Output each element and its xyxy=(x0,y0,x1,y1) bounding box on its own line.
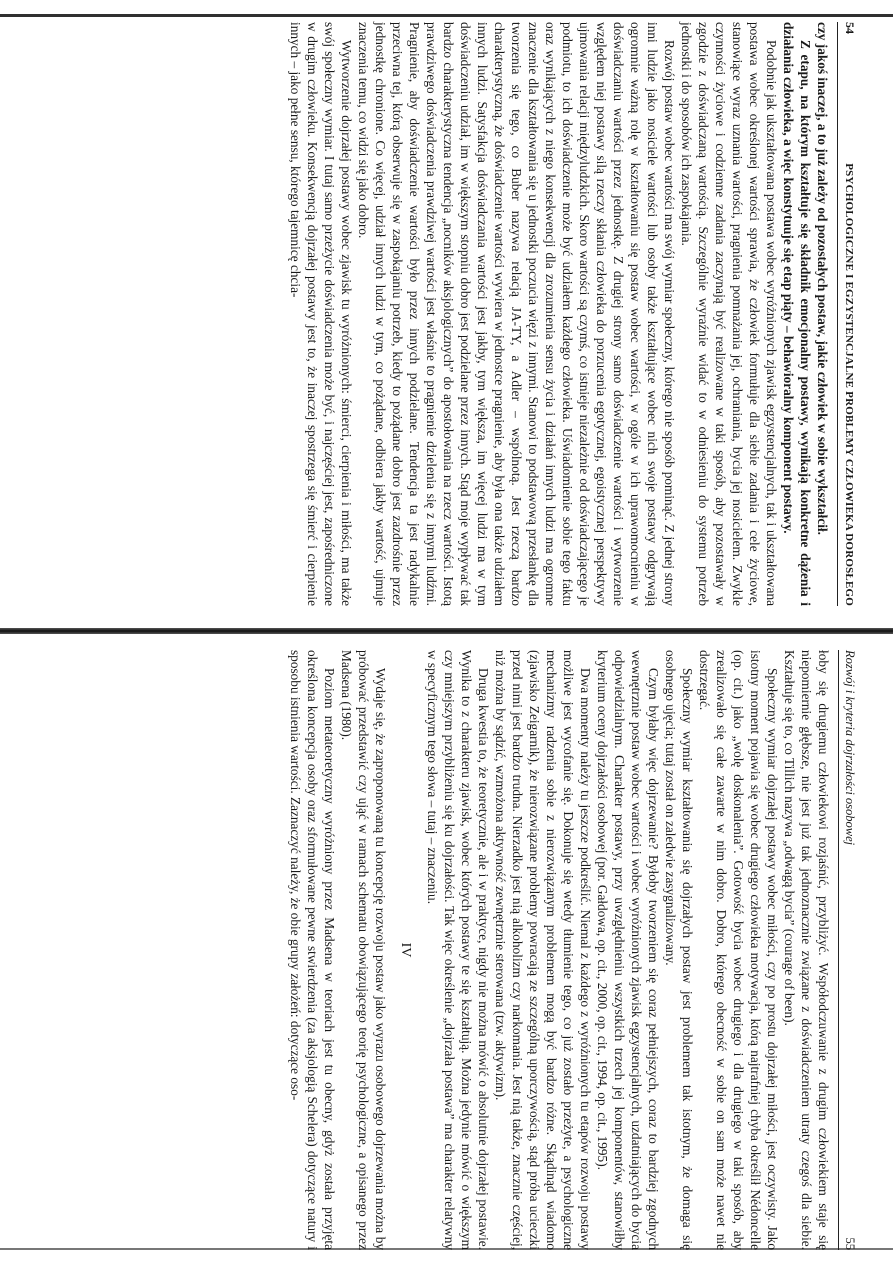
scan-edge-shadow-top xyxy=(0,14,893,17)
running-head-54 xyxy=(837,22,858,606)
paragraph: Druga kwestia to, że teoretycznie, ale i w praktyce, nigdy nie można mówić o absolutnie dojrzałej postawie. Wynika to z charakteru zjawisk, wobec których postawy te się kształtują. Można jedynie mówić o większym czy mniejszym przybliżeniu się ku dojrzałości. Tak więc określenie „dojrzała postawa” ma charakter relatywny w specyficznym tego słowa – tutaj – znaczeniu. xyxy=(425,650,491,1250)
page-number: 54 xyxy=(843,22,857,34)
paragraph: Czym byłaby więc dojrzewanie? Byłoby tworzeniem się coraz pełniejszych, coraz to bardziej zgodnych wewnętrznie postaw wobec wartości i wobec wyróżnionych zjawisk egzystencjalnych, uzdatniających do bycia odpowiedzialnym. Charakter postawy, przy uwzględnieniu wszystkich trzech jej komponentów, stanowiłby kryterium oceny dojrzałości osobowej (por. Gałdowa, op. cit., 2000, op. cit., 1994, op. cit., 1995). xyxy=(595,650,661,1250)
running-head-55 xyxy=(838,650,858,1250)
page-54 xyxy=(98,22,858,606)
page-55-body xyxy=(287,650,832,1250)
paragraph: Społeczny wymiar dojrzałej postawy wobec miłości, czy po prostu dojrzałej miłości, jest oczywisty. Jako istotny moment pojawia się wobec drugiego człowieka motywacja, którą najtrafniej chyba określił Nédoncelle (op. cit.) jako „wolę doskonalenia”. Gotowość bycia wobec drugiego i dla drugiego w taki sposób, aby zrealizowało się całe zawarte w nim dobro. Dobro, którego obecność w sobie on sam może nawet nie dostrzegać. xyxy=(697,650,780,1250)
paragraph: Rozwój postaw wobec wartości ma swój wymiar społeczny, którego nie sposób pominąć. Z jednej strony inni ludzie jako nosiciele wartości lub osoby także kształtujące wobec nich swoje postawy odgrywają ogromnie ważną rolę w kształtowaniu się postaw wobec wartości, w ogóle w ich uprawomocnieniu w doświadczaniu wartości przez jednostkę. Z drugiej strony samo doświadczenie wartości i wytworzenie względem niej postawy silą rzeczy skłania człowieka do porzucenia egotycznej, egoistycznej perspektywy ujmowania relacji międzyludzkich. Skoro wartości są czymś, co istnieje niezależnie od doświadczającego je podmiotu, to ich doświadczenie może być udziałem każdego człowieka. Uświadomienie sobie tego faktu oraz wynikających z niego konsekwencji dla zrozumienia sensu życia i działań innych ludzi ma ogromne znaczenie dla kształtowania się u jednostki poczucia więzi z innymi. Stanowi to podstawową przesłankę dla tworzenia się tego, co Buber nazywa relacją JA-TY, a Adler – wspólnotą. Jest rzeczą bardzo charakterystyczną, że doświadczenie wartości wywiera w jednostce pragnienie, aby była ona także udziałem innych ludzi. Satysfakcja doświadczania wartości jest jakby, tym większa, im więcej ludzi ma w tym doświadczeniu udział, im w większym stopniu dobro jest podzielane przez innych. Stąd moje wypływać tak bardzo charakterystyczna tendencja „nocników aksjologicznych” do apostołowania na rzecz wartości. Istotą prawdziwego doświadczenia prawdziwej wartości jest właśnie to pragnienie dzielenia się z innymi ludźmi. Pragnienie, aby doświadczenie wartości było przez innych podzielane. Tendencja ta jest radykalnie przeciwna tej, którą obserwuje się w zaspokajaniu potrzeb, kiedy to pożądane dobro jest zazdrośnie przez jednostkę chronione. Co więcej, udział innych ludzi w tym, co pożądane, odbiera jakby wartość, ujmuje znaczenia temu, co widzi się jako dobro. xyxy=(356,22,677,606)
paragraph: Poziom metateoretyczny wyróżniony przez Madsena w teoriach jest tu obecny, gdyż została przyjęta określona koncepcja osoby oraz sformułowane pewne stwierdzenia (za aksjologią Schelera) dotyczące natury i sposobu istnienia wartości. Zaznaczyć należy, że obie grupy założeń: dotyczące oso- xyxy=(288,650,337,1250)
paragraph: Z etapu, na którym kształtuje się składnik emocjonalny postawy, wynikają konkretne dążenia i działania człowieka, a więc konstytuuje się etap piąty – behawioralny komponent postawy. xyxy=(781,22,813,606)
paragraph: Wytworzenie dojrzałej postawy wobec zjawisk tu wyróżnionych: śmierci, cierpienia i miłości, ma także swój społeczny wymiar. I tutaj samo przeżycie doświadczenia może być, i najczęściej jest, zapośredniczone w drugim człowieku. Konsekwencją dojrzałej postawy jest to, że inaczej spostrzega się śmierć i cierpienie innych – jako pełne sensu, którego tajemnicę chcia- xyxy=(288,22,354,606)
running-head-title: PSYCHOLOGICZNE I EGZYSTENCJALNE PROBLEMY CZŁOWIEKA DOROSŁEGO xyxy=(843,163,855,606)
paragraph: łoby się drugiemu człowiekowi rozjaśnić, przybliżyć. Współodczuwanie z drugim człowiekiem staje się niepomiernie głębsze, nie jest już tak jednoznacznie związane z doświadczeniem utraty czegoś dla siebie. Kształtuje się to, co Tillich nazywa „odwagą bycia” (courage of been). xyxy=(782,650,831,1250)
paragraph: Wydaje się, że zaproponowaną tu koncepcję rozwoju postaw jako wyrazu osobowego dojrzewania można by próbować przedstawić czy ująć w ramach schematu obowiązującego teorię psychologiczne, a opisanego przez Madsena (1980). xyxy=(339,650,388,1250)
section-numeral: IV xyxy=(398,942,413,958)
paragraph: czy jakoś inaczej, a to już zależy od pozostałych postaw, jakie człowiek w sobie wykształcił. xyxy=(815,22,830,535)
scan-gutter-shadow xyxy=(0,628,893,634)
paragraph: Dwa momenty należy tu jeszcze podkreślić. Niemal z każdego z wyróżnionych tu etapów rozwoju postawy możliwe jest wycofanie się. Dokonuje się wtedy tłumienie tego, co już zostało przeżyte, a psychologiczne mechanizmy radzenia sobie z nierozwiązanym problemem mogą być bardzo różne. Skądinąd wiadomo (zjawisko Zeigarnik), że nierozwiązane problemy powracają ze szczególną uporczywością, stąd próba ucieczki przed nimi jest bardzo trudna. Nierzadko jest nią alkoholizm czy narkomania. Jest nią także, znacznie częściej, niż można by sądzić, wzmożona aktywność zewnętrznie sterowana (tzw. aktywizm). xyxy=(493,650,593,1250)
running-head-title: Rozwój i kryteria dojrzałości osobowej xyxy=(843,650,857,846)
page-number: 55 xyxy=(843,1237,857,1250)
paragraph: Społeczny wymiar kształtowania się dojrzałych postaw jest problemem tak istotnym, że domaga się osobnego ujęcia; tutaj został on zaledwie zasygnalizowany. xyxy=(663,650,695,1250)
page-54-body xyxy=(287,22,831,606)
paragraph: Podobnie jak ukształtowana postawa wobec wyróżnionych zjawisk egzystencjalnych, tak i ukształtowana postawa wobec określonej wartości sprawia, że człowiek formułuje dla siebie zadania i cele życiowe, stanowiące wyraz uznania wartości, pragnienia pomnażania jej, ochraniania, bycia jej nosicielem. Zwykle czynności życiowe i codzienne zadania zaczynają być realizowane w taki sposób, aby pozostawały w zgodzie z doświadczaną wartością. Szczególnie wyraźnie widać to w odniesieniu do systemu potrzeb jednostki i do sposobów ich zaspokajania. xyxy=(679,22,779,606)
page-55 xyxy=(88,650,858,1250)
